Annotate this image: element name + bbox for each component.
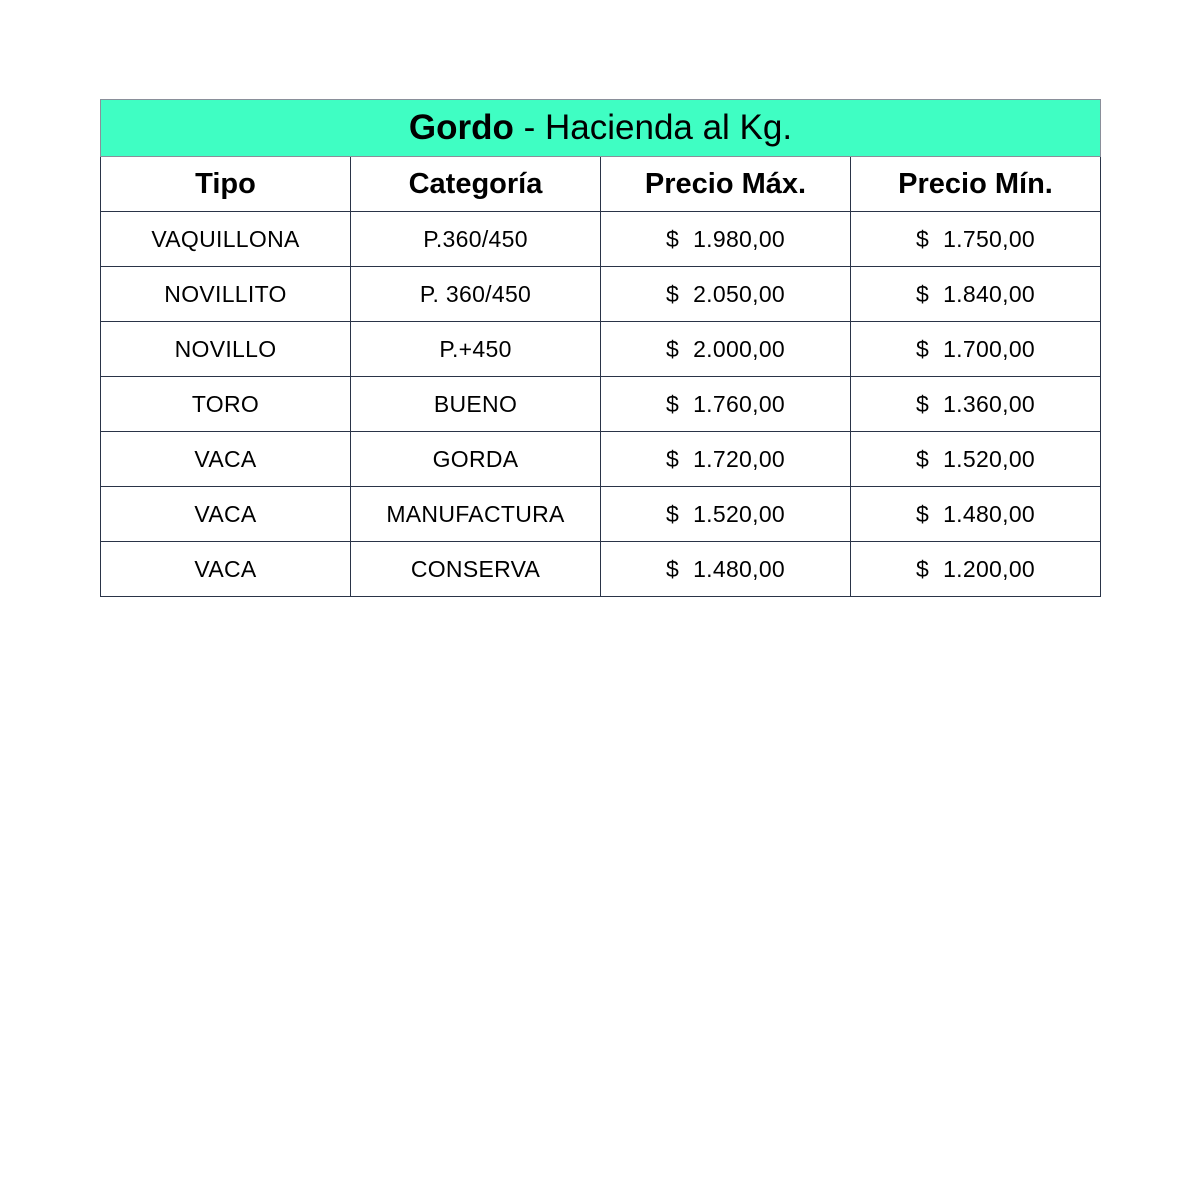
currency-symbol: $	[915, 225, 930, 252]
cell-tipo: VACA	[101, 487, 351, 542]
cell-precio-max-value	[666, 391, 785, 418]
cell-precio-max	[601, 212, 851, 267]
currency-symbol: $	[665, 500, 680, 527]
cell-precio-min	[851, 542, 1101, 597]
header-precio-max: Precio Máx.	[601, 157, 851, 212]
table-row	[101, 487, 1101, 542]
cell-tipo: NOVILLITO	[101, 267, 351, 322]
price-amount: 2.050,00	[693, 280, 786, 307]
table-row	[101, 212, 1101, 267]
cell-precio-min-value	[916, 501, 1035, 528]
price-amount: 1.760,00	[693, 390, 786, 417]
cell-precio-min	[851, 267, 1101, 322]
currency-symbol: $	[915, 280, 930, 307]
price-amount: 1.480,00	[943, 500, 1036, 527]
header-tipo: Tipo	[101, 157, 351, 212]
cell-tipo: TORO	[101, 377, 351, 432]
cell-tipo: VACA	[101, 542, 351, 597]
currency-symbol: $	[665, 445, 680, 472]
price-amount: 1.840,00	[943, 280, 1036, 307]
price-amount: 1.200,00	[943, 555, 1036, 582]
currency-symbol: $	[665, 280, 680, 307]
cell-precio-max	[601, 377, 851, 432]
cell-tipo: VAQUILLONA	[101, 212, 351, 267]
price-amount: 1.980,00	[693, 225, 786, 252]
price-amount: 1.720,00	[693, 445, 786, 472]
cell-precio-min	[851, 377, 1101, 432]
cell-precio-max-value	[666, 226, 785, 253]
currency-symbol: $	[915, 555, 930, 582]
cell-categoria: P. 360/450	[351, 267, 601, 322]
cell-precio-max-value	[666, 446, 785, 473]
cell-categoria: P.+450	[351, 322, 601, 377]
table-title-rest: - Hacienda al Kg.	[513, 108, 793, 147]
currency-symbol: $	[665, 335, 680, 362]
cell-precio-max-value	[666, 556, 785, 583]
cell-tipo: NOVILLO	[101, 322, 351, 377]
cell-precio-max-value	[666, 281, 785, 308]
cell-precio-min	[851, 212, 1101, 267]
cell-precio-min-value	[916, 391, 1035, 418]
table-title-bold: Gordo	[408, 108, 514, 147]
cell-categoria: GORDA	[351, 432, 601, 487]
table-row	[101, 542, 1101, 597]
cell-precio-min-value	[916, 226, 1035, 253]
cell-precio-min	[851, 322, 1101, 377]
table-body	[101, 212, 1101, 597]
price-amount: 2.000,00	[693, 335, 786, 362]
cell-precio-max	[601, 542, 851, 597]
cell-categoria: CONSERVA	[351, 542, 601, 597]
price-amount: 1.700,00	[943, 335, 1036, 362]
cell-precio-max-value	[666, 336, 785, 363]
cell-categoria: BUENO	[351, 377, 601, 432]
cell-precio-max	[601, 487, 851, 542]
header-precio-min: Precio Mín.	[851, 157, 1101, 212]
cell-precio-max-value	[666, 501, 785, 528]
price-amount: 1.480,00	[693, 555, 786, 582]
currency-symbol: $	[915, 335, 930, 362]
header-row	[101, 157, 1101, 212]
currency-symbol: $	[915, 390, 930, 417]
cell-categoria: MANUFACTURA	[351, 487, 601, 542]
price-amount: 1.360,00	[943, 390, 1036, 417]
cell-precio-max	[601, 432, 851, 487]
price-amount: 1.750,00	[943, 225, 1036, 252]
currency-symbol: $	[665, 555, 680, 582]
table-row	[101, 432, 1101, 487]
currency-symbol: $	[915, 500, 930, 527]
header-categoria: Categoría	[351, 157, 601, 212]
cell-precio-min	[851, 432, 1101, 487]
table-row	[101, 377, 1101, 432]
cell-precio-max	[601, 322, 851, 377]
cell-precio-min-value	[916, 336, 1035, 363]
price-amount: 1.520,00	[693, 500, 786, 527]
currency-symbol: $	[665, 390, 680, 417]
title-row	[101, 100, 1101, 157]
table-row	[101, 322, 1101, 377]
cell-precio-min-value	[916, 556, 1035, 583]
cell-precio-min-value	[916, 281, 1035, 308]
price-amount: 1.520,00	[943, 445, 1036, 472]
cell-precio-min	[851, 487, 1101, 542]
currency-symbol: $	[915, 445, 930, 472]
cell-categoria: P.360/450	[351, 212, 601, 267]
cell-precio-min-value	[916, 446, 1035, 473]
cell-precio-max	[601, 267, 851, 322]
table-row	[101, 267, 1101, 322]
currency-symbol: $	[665, 225, 680, 252]
table-title	[101, 100, 1101, 157]
cell-tipo: VACA	[101, 432, 351, 487]
price-table	[100, 99, 1101, 597]
